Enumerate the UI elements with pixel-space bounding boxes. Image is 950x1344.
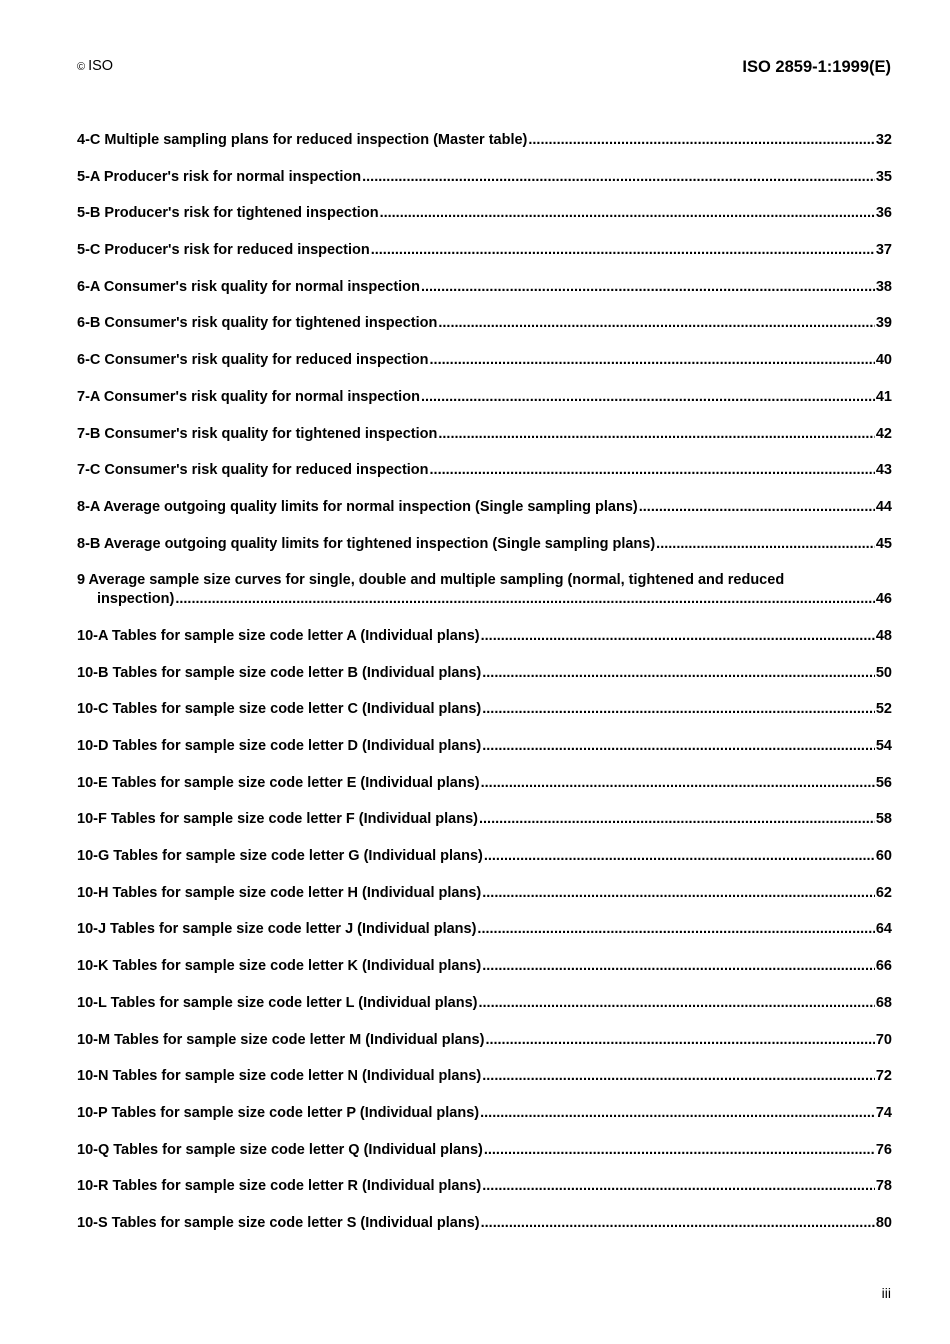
toc-entry[interactable] [77,1214,892,1233]
toc-dot-leader [481,774,875,793]
toc-entry-title: 5-B Producer's risk for tightened inspection [77,205,379,222]
copyright-owner: ISO [88,58,114,74]
toc-entry[interactable] [77,1104,892,1123]
toc-page-number: 68 [875,994,892,1011]
toc-entry-title: 10-S Tables for sample size code letter S (Individual plans) [77,1214,480,1231]
toc-entry-line [77,278,892,297]
toc-page-number: 72 [875,1068,892,1085]
page-number: iii [881,1285,891,1301]
toc-entry-title: 6-B Consumer's risk quality for tightened inspection [77,315,438,332]
toc-entry-line [77,498,892,517]
toc-entry-title: 6-A Consumer's risk quality for normal inspection [77,278,420,295]
toc-dot-leader [482,664,875,683]
toc-entry-line [77,847,892,866]
toc-dot-leader [479,810,875,829]
toc-entry[interactable] [77,737,892,756]
toc-dot-leader [484,1141,875,1160]
toc-entry[interactable] [77,314,892,333]
toc-entry-line [77,700,892,719]
toc-page-number: 44 [875,498,892,515]
toc-entry[interactable] [77,920,892,939]
toc-entry-title: 7-B Consumer's risk quality for tightened inspection [77,425,438,442]
toc-entry-title: 10-B Tables for sample size code letter B (Individual plans) [77,664,482,681]
toc-page-number: 66 [875,958,892,975]
toc-page-number: 45 [875,535,892,552]
toc-entry-line [77,425,892,444]
toc-page-number: 40 [875,352,892,369]
toc-page-number: 46 [875,591,892,608]
toc-entry[interactable] [77,884,892,903]
toc-page-number: 70 [875,1031,892,1048]
toc-dot-leader [639,498,875,517]
toc-page-number: 56 [875,774,892,791]
toc-entry[interactable] [77,1141,892,1160]
toc-entry[interactable] [77,664,892,683]
toc-dot-leader [528,131,874,150]
toc-entry[interactable] [77,1031,892,1050]
toc-page-number: 64 [875,921,892,938]
toc-entry-title: 10-K Tables for sample size code letter K (Individual plans) [77,958,482,975]
toc-page-number: 60 [875,848,892,865]
toc-dot-leader [175,590,875,609]
toc-page-number: 32 [875,132,892,148]
toc-dot-leader [482,957,875,976]
toc-entry-line [77,1031,892,1050]
toc-entry-title: 4-C Multiple sampling plans for reduced inspection (Master table) [77,132,528,148]
toc-entry-title: 10-E Tables for sample size code letter E (Individual plans) [77,774,480,791]
toc-entry[interactable] [77,571,892,609]
toc-entry-line [77,1104,892,1123]
toc-entry[interactable] [77,957,892,976]
toc-page-number: 52 [875,701,892,718]
toc-entry-line [77,168,892,187]
toc-entry-title: 10-L Tables for sample size code letter L (Individual plans) [77,994,478,1011]
toc-dot-leader [481,1214,875,1233]
toc-page-number: 78 [875,1178,892,1195]
toc-dot-leader [482,1177,875,1196]
toc-entry[interactable] [77,810,892,829]
toc-page-number: 76 [875,1141,892,1158]
toc-entry-line [77,388,892,407]
toc-entry-line [77,351,892,370]
toc-dot-leader [482,700,875,719]
document-id: ISO 2859-1:1999(E) [742,58,891,76]
toc-dot-leader [477,920,874,939]
toc-entry-title: 7-A Consumer's risk quality for normal inspection [77,388,420,405]
toc-page-number: 62 [875,884,892,901]
toc-entry-line [77,590,892,609]
toc-entry-line [77,535,892,554]
toc-entry-line [77,810,892,829]
toc-entry[interactable] [77,700,892,719]
toc-entry-line [77,241,892,260]
toc-page-number: 43 [875,462,892,479]
toc-entry-title-continuation: inspection) [97,591,175,608]
toc-entry-title: 5-A Producer's risk for normal inspection [77,168,362,185]
toc-dot-leader [430,461,875,480]
toc-entry-title: 10-P Tables for sample size code letter P (Individual plans) [77,1104,480,1121]
toc-entry-title: 10-D Tables for sample size code letter D (Individual plans) [77,738,482,754]
toc-dot-leader [421,388,875,407]
toc-dot-leader [438,425,874,444]
toc-dot-leader [481,627,875,646]
toc-entry[interactable] [77,535,892,554]
toc-entry-line [77,1177,892,1196]
toc-entry-title: 8-A Average outgoing quality limits for normal inspection (Single sampling plans) [77,498,638,515]
copyright-symbol: © [77,61,86,73]
toc-entry[interactable] [77,278,892,297]
toc-page-number: 80 [875,1214,892,1231]
toc-entry-line [77,884,892,903]
toc-dot-leader [482,1067,875,1086]
toc-entry[interactable] [77,1067,892,1086]
toc-entry-line [77,1067,892,1086]
toc-entry[interactable] [77,425,892,444]
toc-entry[interactable] [77,847,892,866]
toc-entry-title: 8-B Average outgoing quality limits for tightened inspection (Single sampling plans) [77,535,656,552]
toc-entry-line [77,994,892,1013]
toc-entry-title: 10-H Tables for sample size code letter H (Individual plans) [77,884,482,901]
toc-page-number: 35 [875,168,892,185]
toc-entry-line [77,774,892,793]
toc-dot-leader [484,847,875,866]
copyright-notice [77,58,113,74]
toc-entry[interactable] [77,994,892,1013]
toc-entry[interactable] [77,388,892,407]
toc-entry-title: 10-N Tables for sample size code letter N (Individual plans) [77,1068,482,1085]
toc-entry[interactable] [77,241,892,260]
toc-page-number: 42 [875,425,892,442]
toc-dot-leader [656,535,875,554]
toc-entry-title: 5-C Producer's risk for reduced inspection [77,242,370,259]
toc-entry[interactable] [77,774,892,793]
toc-page-number: 48 [875,627,892,644]
toc-dot-leader [482,884,875,903]
toc-entry[interactable] [77,627,892,646]
toc-dot-leader [482,737,875,756]
toc-page-number: 74 [875,1104,892,1121]
toc-entry-line [77,204,892,223]
toc-entry-line [77,461,892,480]
toc-dot-leader [430,351,875,370]
toc-entry-title: 6-C Consumer's risk quality for reduced inspection [77,352,429,369]
toc-entry-title: 10-J Tables for sample size code letter J (Individual plans) [77,921,477,938]
toc-entry-line [77,131,892,150]
toc-dot-leader [485,1031,874,1050]
toc-page-number: 39 [875,315,892,332]
toc-entry[interactable] [77,131,892,150]
toc-entry[interactable] [77,461,892,480]
toc-page-number: 58 [875,811,892,828]
toc-entry-title: 9 Average sample size curves for single, double and multiple sampling (normal, tightened and reduced [77,572,785,589]
toc-entry[interactable] [77,204,892,223]
table-of-contents [77,131,892,1251]
toc-page-number: 36 [875,205,892,222]
toc-dot-leader [371,241,875,260]
toc-entry-title: 7-C Consumer's risk quality for reduced inspection [77,462,429,479]
toc-entry-line [77,1214,892,1233]
toc-dot-leader [478,994,874,1013]
toc-entry-line [77,957,892,976]
toc-entry[interactable] [77,351,892,370]
toc-entry-line [77,737,892,756]
toc-entry[interactable] [77,1177,892,1196]
toc-dot-leader [362,168,875,187]
toc-dot-leader [380,204,875,223]
toc-entry-line [77,664,892,683]
toc-entry-title: 10-C Tables for sample size code letter C (Individual plans) [77,701,482,718]
toc-entry-line [77,627,892,646]
toc-entry-title: 10-A Tables for sample size code letter A (Individual plans) [77,627,480,644]
toc-entry-title: 10-M Tables for sample size code letter M (Individual plans) [77,1031,485,1048]
toc-dot-leader [438,314,874,333]
toc-dot-leader [421,278,875,297]
toc-entry-line [77,314,892,333]
toc-page-number: 41 [875,388,892,405]
toc-entry-title: 10-Q Tables for sample size code letter Q (Individual plans) [77,1141,483,1158]
toc-entry-line [77,920,892,939]
toc-page-number: 38 [875,278,892,295]
toc-entry-title: 10-R Tables for sample size code letter R (Individual plans) [77,1178,482,1195]
toc-dot-leader [480,1104,875,1123]
toc-page-number: 50 [875,664,892,681]
toc-entry-title: 10-F Tables for sample size code letter F (Individual plans) [77,811,478,828]
toc-entry-line [77,1141,892,1160]
toc-page-number: 37 [875,242,892,259]
toc-entry-title: 10-G Tables for sample size code letter G (Individual plans) [77,848,483,865]
toc-entry[interactable] [77,168,892,187]
toc-entry[interactable] [77,498,892,517]
toc-page-number: 54 [875,738,892,754]
